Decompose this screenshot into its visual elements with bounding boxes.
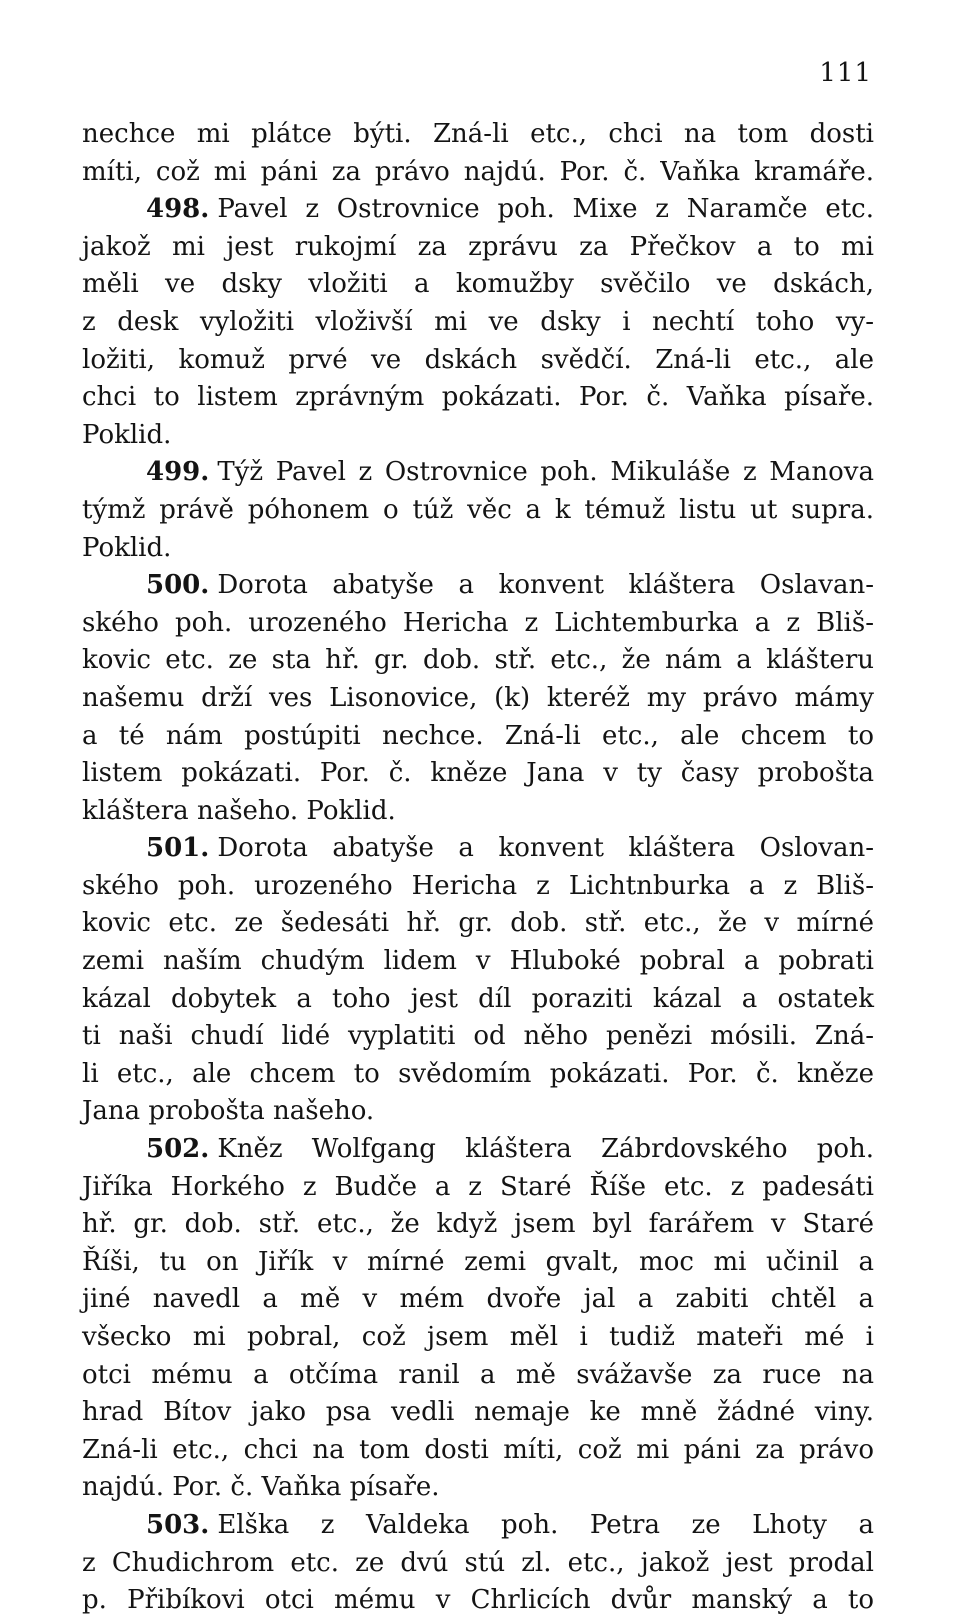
- line-text: zemi naším chudým lidem v Hluboké pobral a pobrati: [82, 946, 874, 977]
- line-text: našemu drží ves Lisonovice, (k) kteréž my právo mámy: [82, 682, 874, 713]
- line-text: Pavel z Ostrovnice poh. Mixe z Naramče etc.: [217, 194, 874, 225]
- entry-number: 500.: [146, 570, 210, 601]
- line-text: kázal dobytek a toho jest díl poraziti kázal a ostatek: [82, 983, 874, 1014]
- line-text: kláštera našeho. Poklid.: [82, 795, 396, 826]
- text-line: [82, 1394, 874, 1432]
- text-line: [82, 266, 874, 304]
- line-text: Říši, tu on Jiřík v mírné zemi gvalt, moc mi učinil a: [82, 1246, 874, 1277]
- text-line: [82, 1093, 874, 1131]
- entry-first-line: [82, 191, 874, 229]
- line-text: otci mému a otčíma ranil a mě svážavše za ruce na: [82, 1359, 874, 1390]
- text-line: [82, 905, 874, 943]
- text-line: [82, 981, 874, 1019]
- line-text: Jana probošta našeho.: [82, 1096, 375, 1127]
- entry-first-line: [82, 1507, 874, 1545]
- text-line: [82, 1545, 874, 1583]
- line-text: Poklid.: [82, 532, 172, 563]
- text-line: [82, 1469, 874, 1507]
- text-line: [82, 793, 874, 831]
- line-text: hrad Bítov jako psa vedli nemaje ke mně žádné viny.: [82, 1397, 874, 1428]
- line-text: p. Přibíkovi otci mému v Chrlicích dvůr manský a to: [82, 1585, 874, 1616]
- line-text: ského poh. urozeného Hericha z Lichtemburka a z Bliš-: [82, 607, 874, 638]
- text-line: [82, 1432, 874, 1470]
- line-text: listem pokázati. Por. č. kněze Jana v ty časy probošta: [82, 758, 874, 789]
- text-line: [82, 1582, 874, 1620]
- entry-number: 502.: [146, 1134, 210, 1165]
- line-text: Kněz Wolfgang kláštera Zábrdovského poh.: [217, 1134, 874, 1165]
- line-text: Zná-li etc., chci na tom dosti míti, což mi páni za právo: [82, 1434, 874, 1465]
- line-text: a té nám postúpiti nechce. Zná-li etc., ale chcem to: [82, 720, 874, 751]
- text-line: [82, 379, 874, 417]
- text-line: [82, 718, 874, 756]
- line-text: jiné navedl a mě v mém dvoře jal a zabiti chtěl a: [82, 1284, 874, 1315]
- text-line: [82, 642, 874, 680]
- line-text: ti naši chudí lidé vyplatiti od něho penězi mósili. Zná-: [82, 1021, 874, 1052]
- text-line: [82, 116, 874, 154]
- text-line: [82, 1281, 874, 1319]
- text-line: [82, 1244, 874, 1282]
- text-line: [82, 304, 874, 342]
- line-text: hř. gr. dob. stř. etc., že když jsem byl farářem v Staré: [82, 1209, 874, 1240]
- entry-number: 498.: [146, 194, 210, 225]
- entry-first-line: [82, 830, 874, 868]
- line-text: z desk vyložiti vloživší mi ve dsky i nechtí toho vy-: [82, 306, 874, 337]
- entry-first-line: [82, 1131, 874, 1169]
- text-line: [82, 492, 874, 530]
- entry-first-line: [82, 454, 874, 492]
- line-text: nechce mi plátce býti. Zná-li etc., chci na tom dosti: [82, 119, 874, 149]
- text-line: [82, 1056, 874, 1094]
- line-text: jakož mi jest rukojmí za zprávu za Přečkov a to mi: [82, 231, 874, 262]
- body-text: [82, 116, 874, 1620]
- line-text: míti, což mi páni za právo najdú. Por. č. Vaňka kramáře.: [82, 156, 874, 187]
- line-text: Dorota abatyše a konvent kláštera Oslavan-: [217, 570, 874, 601]
- text-line: [82, 1357, 874, 1395]
- text-line: [82, 342, 874, 380]
- page-number: 111: [819, 58, 872, 88]
- line-text: Dorota abatyše a konvent kláštera Oslovan-: [217, 833, 874, 864]
- line-text: měli ve dsky vložiti a komužby svěčilo ve dskách,: [82, 269, 874, 300]
- text-line: [82, 943, 874, 981]
- text-line: [82, 605, 874, 643]
- text-line: [82, 755, 874, 793]
- text-line: [82, 680, 874, 718]
- line-text: Jiříka Horkého z Budče a z Staré Říše etc. z padesáti: [82, 1171, 874, 1202]
- text-line: [82, 1018, 874, 1056]
- text-line: [82, 417, 874, 455]
- line-text: kovic etc. ze sta hř. gr. dob. stř. etc., že nám a klášteru: [82, 645, 874, 676]
- line-text: Poklid.: [82, 419, 172, 450]
- entry-number: 501.: [146, 833, 210, 864]
- text-line: [82, 1206, 874, 1244]
- text-line: [82, 868, 874, 906]
- line-text: z Chudichrom etc. ze dvú stú zl. etc., jakož jest prodal: [82, 1547, 874, 1578]
- line-text: týmž právě póhonem o túž věc a k témuž listu ut supra.: [82, 494, 874, 525]
- text-line: [82, 1169, 874, 1207]
- text-line: [82, 1319, 874, 1357]
- line-text: všecko mi pobral, což jsem měl i tudiž mateři mé i: [82, 1322, 874, 1352]
- line-text: ského poh. urozeného Hericha z Lichtnburka a z Bliš-: [82, 870, 874, 901]
- line-text: kovic etc. ze šedesáti hř. gr. dob. stř. etc., že v mírné: [82, 908, 874, 939]
- line-text: najdú. Por. č. Vaňka písaře.: [82, 1472, 440, 1503]
- line-text: li etc., ale chcem to svědomím pokázati. Por. č. kněze: [82, 1058, 874, 1089]
- entry-number: 503.: [146, 1509, 210, 1540]
- line-text: Týž Pavel z Ostrovnice poh. Mikuláše z Manova: [217, 457, 874, 488]
- line-text: chci to listem zprávným pokázati. Por. č. Vaňka písaře.: [82, 382, 874, 413]
- entry-first-line: [82, 567, 874, 605]
- text-line: [82, 229, 874, 267]
- entry-number: 499.: [146, 457, 210, 488]
- line-text: Elška z Valdeka poh. Petra ze Lhoty a: [217, 1509, 874, 1540]
- text-line: [82, 154, 874, 192]
- text-line: [82, 530, 874, 568]
- line-text: ložiti, komuž prvé ve dskách svědčí. Zná-li etc., ale: [82, 344, 874, 375]
